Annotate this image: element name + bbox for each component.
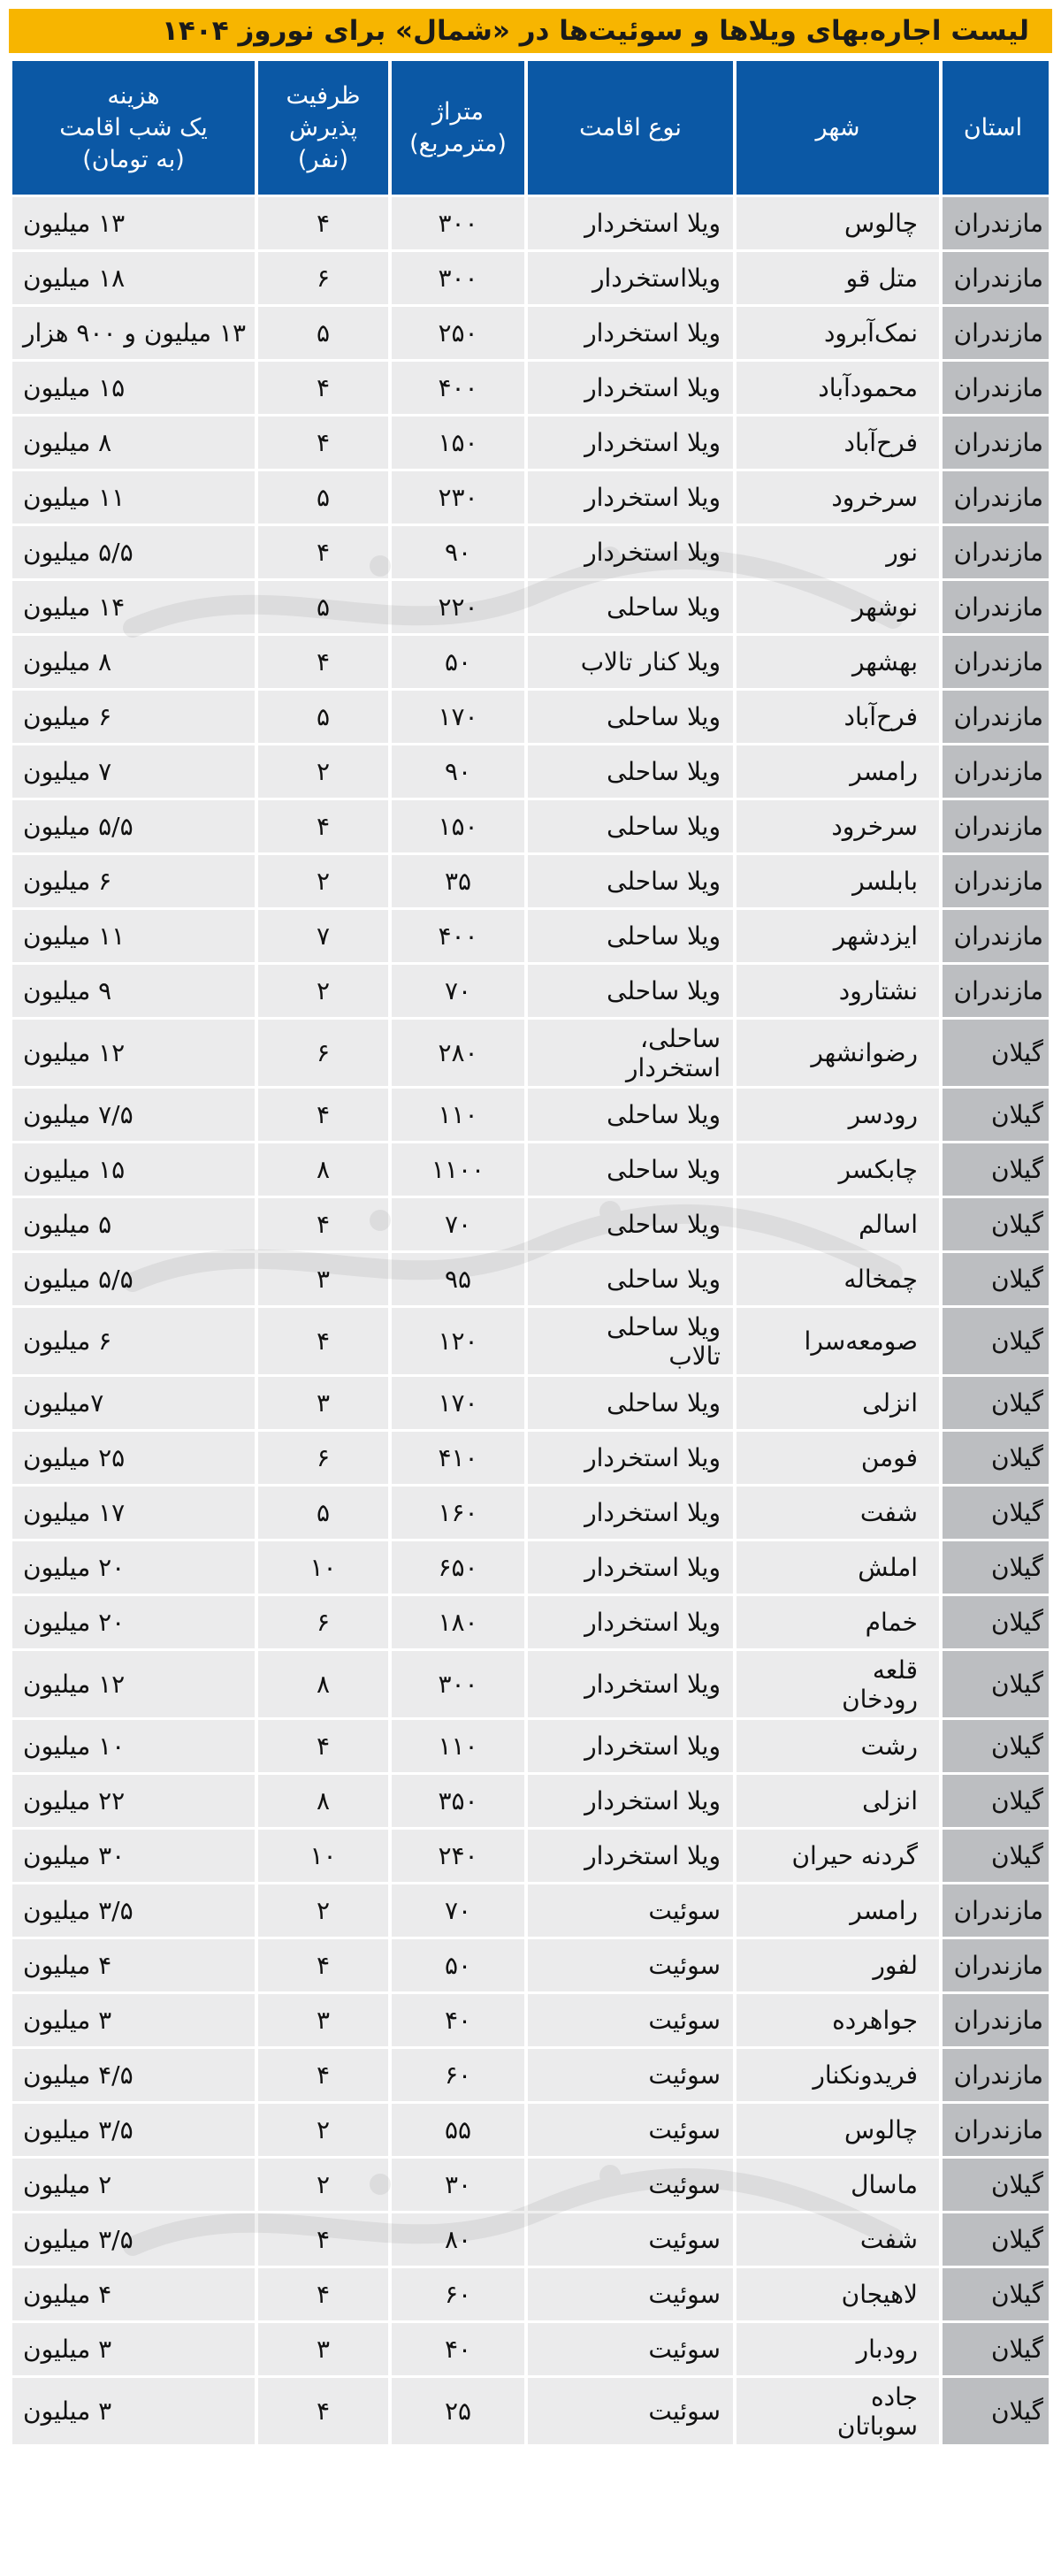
cell-cost: ۴ میلیون <box>12 1939 255 1991</box>
cell-area: ۹۰ <box>392 526 524 578</box>
table-row <box>12 2104 1049 2156</box>
cell-area: ۴۰۰ <box>392 910 524 962</box>
cell-city: نشتارود <box>737 965 939 1017</box>
cell-type: ویلا استخردار <box>528 1830 733 1882</box>
cell-area: ۵۰ <box>392 1939 524 1991</box>
cell-cost: ۸ میلیون <box>12 417 255 469</box>
table-row <box>12 1143 1049 1196</box>
cell-type: ویلا استخردار <box>528 1775 733 1827</box>
cell-area: ۴۱۰ <box>392 1432 524 1484</box>
cell-province: مازندران <box>943 800 1049 852</box>
cell-cost: ۹ میلیون <box>12 965 255 1017</box>
cell-capacity: ۲ <box>258 855 388 907</box>
cell-capacity: ۳ <box>258 1994 388 2046</box>
cell-area: ۴۰ <box>392 2323 524 2375</box>
cell-type: سوئیت <box>528 2213 733 2266</box>
cell-cost: ۶ میلیون <box>12 1308 255 1374</box>
cell-type: ویلا ساحلی <box>528 855 733 907</box>
cell-cost: ۱۵ میلیون <box>12 362 255 414</box>
table-row <box>12 2159 1049 2211</box>
cell-area: ۱۱۰ <box>392 1720 524 1772</box>
cell-cost: ۳/۵ میلیون <box>12 2213 255 2266</box>
cell-city: بهشهر <box>737 636 939 688</box>
cell-capacity: ۵ <box>258 471 388 524</box>
cell-city: ماسال <box>737 2159 939 2211</box>
cell-cost: ۴/۵ میلیون <box>12 2049 255 2101</box>
cell-area: ۵۵ <box>392 2104 524 2156</box>
table-row <box>12 1308 1049 1374</box>
cell-cost: ۸ میلیون <box>12 636 255 688</box>
cell-province: گیلان <box>943 1541 1049 1594</box>
cell-area: ۶۵۰ <box>392 1541 524 1594</box>
cell-capacity: ۴ <box>258 1939 388 1991</box>
page-title: لیست اجاره‌بهای ویلاها و سوئیت‌ها در «شمال» برای نوروز ۱۴۰۴ <box>9 9 1052 53</box>
cell-area: ۱۶۰ <box>392 1487 524 1539</box>
cell-area: ۱۸۰ <box>392 1596 524 1648</box>
cell-city: فرح‌آباد <box>737 691 939 743</box>
cell-type: ساحلی، استخردار <box>528 1020 733 1086</box>
table-row <box>12 1020 1049 1086</box>
cell-province: گیلان <box>943 2268 1049 2320</box>
cell-city: قلعه رودخان <box>737 1651 939 1717</box>
cell-province: مازندران <box>943 362 1049 414</box>
cell-type: ویلا ساحلی <box>528 1377 733 1429</box>
table-row <box>12 910 1049 962</box>
cell-capacity: ۲ <box>258 2159 388 2211</box>
cell-cost: ۳ میلیون <box>12 2323 255 2375</box>
cell-type: ویلا ساحلی <box>528 1143 733 1196</box>
cell-city: ایزدشهر <box>737 910 939 962</box>
table-row <box>12 1830 1049 1882</box>
cell-area: ۴۰ <box>392 1994 524 2046</box>
cell-cost: ۳ میلیون <box>12 2378 255 2444</box>
table-row <box>12 965 1049 1017</box>
cell-area: ۱۷۰ <box>392 1377 524 1429</box>
cell-city: رامسر <box>737 745 939 798</box>
cell-province: گیلان <box>943 1487 1049 1539</box>
cell-type: ویلا استخردار <box>528 362 733 414</box>
cell-city: رودبار <box>737 2323 939 2375</box>
cell-province: گیلان <box>943 1253 1049 1305</box>
table-row <box>12 1651 1049 1717</box>
cell-area: ۷۰ <box>392 1884 524 1937</box>
cell-cost: ۵/۵ میلیون <box>12 1253 255 1305</box>
header-province: استان <box>943 61 1049 195</box>
cell-area: ۵۰ <box>392 636 524 688</box>
cell-type: ویلا استخردار <box>528 1651 733 1717</box>
table-row <box>12 1089 1049 1141</box>
cell-city: نوشهر <box>737 581 939 633</box>
cell-city: اسالم <box>737 1198 939 1250</box>
table-row <box>12 581 1049 633</box>
cell-city: چالوس <box>737 197 939 249</box>
cell-area: ۲۳۰ <box>392 471 524 524</box>
cell-area: ۴۰۰ <box>392 362 524 414</box>
cell-type: ویلا ساحلی <box>528 1253 733 1305</box>
cell-type: سوئیت <box>528 1884 733 1937</box>
cell-cost: ۱۰ میلیون <box>12 1720 255 1772</box>
cell-cost: ۷میلیون <box>12 1377 255 1429</box>
cell-city: لاهیجان <box>737 2268 939 2320</box>
cell-city: متل قو <box>737 252 939 304</box>
cell-type: سوئیت <box>528 1939 733 1991</box>
cell-city: رودسر <box>737 1089 939 1141</box>
header-capacity: ظرفیت پذیرش (نفر) <box>258 61 388 195</box>
cell-cost: ۵/۵ میلیون <box>12 526 255 578</box>
cell-area: ۹۵ <box>392 1253 524 1305</box>
cell-capacity: ۱۰ <box>258 1830 388 1882</box>
cell-capacity: ۴ <box>258 197 388 249</box>
cell-area: ۲۸۰ <box>392 1020 524 1086</box>
cell-capacity: ۴ <box>258 526 388 578</box>
cell-area: ۸۰ <box>392 2213 524 2266</box>
cell-province: مازندران <box>943 691 1049 743</box>
header-type: نوع اقامت <box>528 61 733 195</box>
cell-capacity: ۶ <box>258 252 388 304</box>
cell-type: ویلا ساحلی <box>528 1198 733 1250</box>
cell-cost: ۱۱ میلیون <box>12 910 255 962</box>
cell-type: ویلا استخردار <box>528 471 733 524</box>
cell-capacity: ۵ <box>258 1487 388 1539</box>
cell-area: ۳۰۰ <box>392 1651 524 1717</box>
cell-cost: ۱۵ میلیون <box>12 1143 255 1196</box>
cell-province: گیلان <box>943 2323 1049 2375</box>
cell-capacity: ۵ <box>258 307 388 359</box>
cell-province: مازندران <box>943 1939 1049 1991</box>
cell-province: مازندران <box>943 855 1049 907</box>
cell-cost: ۲۵ میلیون <box>12 1432 255 1484</box>
cell-province: گیلان <box>943 1651 1049 1717</box>
table-row <box>12 800 1049 852</box>
cell-type: ویلا استخردار <box>528 197 733 249</box>
cell-area: ۹۰ <box>392 745 524 798</box>
cell-area: ۳۰۰ <box>392 197 524 249</box>
cell-city: صومعه‌سرا <box>737 1308 939 1374</box>
cell-capacity: ۳ <box>258 1253 388 1305</box>
cell-province: مازندران <box>943 745 1049 798</box>
cell-area: ۶۰ <box>392 2268 524 2320</box>
cell-cost: ۱۲ میلیون <box>12 1651 255 1717</box>
cell-capacity: ۴ <box>258 1198 388 1250</box>
cell-province: مازندران <box>943 1884 1049 1937</box>
cell-city: خمام <box>737 1596 939 1648</box>
cell-province: گیلان <box>943 1775 1049 1827</box>
cell-province: مازندران <box>943 2104 1049 2156</box>
cell-capacity: ۴ <box>258 362 388 414</box>
table-header <box>12 61 1049 195</box>
cell-city: لفور <box>737 1939 939 1991</box>
cell-city: گردنه حیران <box>737 1830 939 1882</box>
cell-type: ویلااستخردار <box>528 252 733 304</box>
cell-area: ۲۲۰ <box>392 581 524 633</box>
cell-capacity: ۳ <box>258 2323 388 2375</box>
cell-area: ۳۰۰ <box>392 252 524 304</box>
cell-capacity: ۸ <box>258 1775 388 1827</box>
cell-cost: ۶ میلیون <box>12 691 255 743</box>
cell-province: گیلان <box>943 1308 1049 1374</box>
cell-cost: ۱۳ میلیون و ۹۰۰ هزار <box>12 307 255 359</box>
cell-type: سوئیت <box>528 2049 733 2101</box>
cell-province: گیلان <box>943 1830 1049 1882</box>
table-row <box>12 1596 1049 1648</box>
cell-city: نور <box>737 526 939 578</box>
cell-province: مازندران <box>943 1994 1049 2046</box>
cell-province: مازندران <box>943 636 1049 688</box>
cell-cost: ۱۳ میلیون <box>12 197 255 249</box>
cell-capacity: ۴ <box>258 1308 388 1374</box>
header-row <box>12 61 1049 195</box>
cell-province: مازندران <box>943 2049 1049 2101</box>
cell-province: گیلان <box>943 2213 1049 2266</box>
table-row <box>12 2049 1049 2101</box>
table-row <box>12 1720 1049 1772</box>
cell-capacity: ۲ <box>258 745 388 798</box>
cell-city: رضوانشهر <box>737 1020 939 1086</box>
cell-capacity: ۴ <box>258 800 388 852</box>
cell-city: انزلی <box>737 1377 939 1429</box>
table-row <box>12 1939 1049 1991</box>
table-row <box>12 471 1049 524</box>
cell-capacity: ۴ <box>258 2049 388 2101</box>
table-row <box>12 1377 1049 1429</box>
cell-cost: ۲۰ میلیون <box>12 1596 255 1648</box>
cell-province: گیلان <box>943 1720 1049 1772</box>
table-row <box>12 1994 1049 2046</box>
cell-city: فریدونکنار <box>737 2049 939 2101</box>
table-row <box>12 1253 1049 1305</box>
cell-type: ویلا ساحلی <box>528 910 733 962</box>
cell-cost: ۱۷ میلیون <box>12 1487 255 1539</box>
cell-area: ۷۰ <box>392 1198 524 1250</box>
cell-city: رامسر <box>737 1884 939 1937</box>
cell-type: ویلا ساحلی تالاب <box>528 1308 733 1374</box>
cell-cost: ۲۰ میلیون <box>12 1541 255 1594</box>
cell-province: گیلان <box>943 1020 1049 1086</box>
cell-area: ۱۷۰ <box>392 691 524 743</box>
cell-type: ویلا استخردار <box>528 526 733 578</box>
table-row <box>12 1432 1049 1484</box>
cell-capacity: ۵ <box>258 691 388 743</box>
cell-type: ویلا ساحلی <box>528 581 733 633</box>
cell-province: گیلان <box>943 1198 1049 1250</box>
cell-cost: ۷/۵ میلیون <box>12 1089 255 1141</box>
cell-type: ویلا استخردار <box>528 1720 733 1772</box>
cell-cost: ۶ میلیون <box>12 855 255 907</box>
cell-province: مازندران <box>943 471 1049 524</box>
cell-cost: ۱۴ میلیون <box>12 581 255 633</box>
cell-area: ۱۱۰۰ <box>392 1143 524 1196</box>
header-area: متراژ (مترمربع) <box>392 61 524 195</box>
table-row <box>12 636 1049 688</box>
cell-province: مازندران <box>943 910 1049 962</box>
cell-capacity: ۲ <box>258 965 388 1017</box>
table-body <box>12 197 1049 2444</box>
cell-province: گیلان <box>943 2159 1049 2211</box>
cell-type: ویلا استخردار <box>528 1596 733 1648</box>
cell-capacity: ۶ <box>258 1020 388 1086</box>
cell-type: ویلا ساحلی <box>528 691 733 743</box>
table-row <box>12 362 1049 414</box>
table-row <box>12 417 1049 469</box>
table-row <box>12 2213 1049 2266</box>
cell-cost: ۵ میلیون <box>12 1198 255 1250</box>
table-row <box>12 855 1049 907</box>
cell-type: ویلا ساحلی <box>528 800 733 852</box>
cell-province: مازندران <box>943 965 1049 1017</box>
cell-type: سوئیت <box>528 1994 733 2046</box>
cell-type: ویلا استخردار <box>528 307 733 359</box>
cell-cost: ۳/۵ میلیون <box>12 2104 255 2156</box>
cell-area: ۱۲۰ <box>392 1308 524 1374</box>
cell-area: ۲۴۰ <box>392 1830 524 1882</box>
cell-city: چابکسر <box>737 1143 939 1196</box>
cell-capacity: ۴ <box>258 1089 388 1141</box>
header-cost: هزینه یک شب اقامت (به تومان) <box>12 61 255 195</box>
cell-cost: ۳/۵ میلیون <box>12 1884 255 1937</box>
cell-capacity: ۲ <box>258 2104 388 2156</box>
table-row <box>12 691 1049 743</box>
cell-city: شفت <box>737 2213 939 2266</box>
table-row <box>12 745 1049 798</box>
cell-province: گیلان <box>943 1432 1049 1484</box>
cell-type: ویلا کنار تالاب <box>528 636 733 688</box>
cell-area: ۳۵ <box>392 855 524 907</box>
header-city: شهر <box>737 61 939 195</box>
cell-cost: ۵/۵ میلیون <box>12 800 255 852</box>
cell-city: چالوس <box>737 2104 939 2156</box>
cell-province: گیلان <box>943 1143 1049 1196</box>
cell-capacity: ۴ <box>258 1720 388 1772</box>
cell-area: ۲۵ <box>392 2378 524 2444</box>
cell-city: شفت <box>737 1487 939 1539</box>
cell-city: چمخاله <box>737 1253 939 1305</box>
cell-capacity: ۲ <box>258 1884 388 1937</box>
cell-city: انزلی <box>737 1775 939 1827</box>
cell-capacity: ۸ <box>258 1143 388 1196</box>
table-row <box>12 526 1049 578</box>
cell-area: ۲۵۰ <box>392 307 524 359</box>
table-row <box>12 197 1049 249</box>
cell-cost: ۱۲ میلیون <box>12 1020 255 1086</box>
table-row <box>12 1198 1049 1250</box>
cell-city: بابلسر <box>737 855 939 907</box>
cell-city: فومن <box>737 1432 939 1484</box>
table-row <box>12 307 1049 359</box>
cell-type: ویلا استخردار <box>528 1487 733 1539</box>
cell-area: ۱۵۰ <box>392 417 524 469</box>
table-row <box>12 2323 1049 2375</box>
cell-cost: ۲ میلیون <box>12 2159 255 2211</box>
cell-area: ۳۰ <box>392 2159 524 2211</box>
table-row <box>12 252 1049 304</box>
cell-province: گیلان <box>943 2378 1049 2444</box>
cell-province: مازندران <box>943 252 1049 304</box>
cell-type: ویلا ساحلی <box>528 965 733 1017</box>
cell-capacity: ۶ <box>258 1432 388 1484</box>
cell-capacity: ۴ <box>258 636 388 688</box>
cell-area: ۳۵۰ <box>392 1775 524 1827</box>
cell-type: ویلا ساحلی <box>528 1089 733 1141</box>
cell-city: رشت <box>737 1720 939 1772</box>
cell-type: ویلا استخردار <box>528 1541 733 1594</box>
cell-province: گیلان <box>943 1089 1049 1141</box>
cell-cost: ۱۱ میلیون <box>12 471 255 524</box>
cell-area: ۱۵۰ <box>392 800 524 852</box>
cell-city: سرخرود <box>737 471 939 524</box>
cell-type: ویلا ساحلی <box>528 745 733 798</box>
cell-province: گیلان <box>943 1377 1049 1429</box>
cell-cost: ۲۲ میلیون <box>12 1775 255 1827</box>
table-row <box>12 1487 1049 1539</box>
cell-cost: ۳۰ میلیون <box>12 1830 255 1882</box>
cell-city: محمودآباد <box>737 362 939 414</box>
cell-capacity: ۴ <box>258 2213 388 2266</box>
cell-province: مازندران <box>943 526 1049 578</box>
cell-type: سوئیت <box>528 2378 733 2444</box>
cell-province: گیلان <box>943 1596 1049 1648</box>
cell-type: ویلا استخردار <box>528 1432 733 1484</box>
cell-cost: ۴ میلیون <box>12 2268 255 2320</box>
cell-province: مازندران <box>943 581 1049 633</box>
cell-type: ویلا استخردار <box>528 417 733 469</box>
cell-capacity: ۱۰ <box>258 1541 388 1594</box>
cell-area: ۶۰ <box>392 2049 524 2101</box>
table-row <box>12 1541 1049 1594</box>
cell-type: سوئیت <box>528 2323 733 2375</box>
cell-city: جواهرده <box>737 1994 939 2046</box>
cell-capacity: ۷ <box>258 910 388 962</box>
cell-city: املش <box>737 1541 939 1594</box>
cell-type: سوئیت <box>528 2268 733 2320</box>
cell-city: فرح‌آباد <box>737 417 939 469</box>
cell-province: مازندران <box>943 197 1049 249</box>
cell-capacity: ۳ <box>258 1377 388 1429</box>
cell-cost: ۷ میلیون <box>12 745 255 798</box>
cell-city: سرخرود <box>737 800 939 852</box>
cell-cost: ۳ میلیون <box>12 1994 255 2046</box>
cell-capacity: ۶ <box>258 1596 388 1648</box>
cell-cost: ۱۸ میلیون <box>12 252 255 304</box>
cell-city: نمک‌آبرود <box>737 307 939 359</box>
cell-capacity: ۴ <box>258 2268 388 2320</box>
cell-area: ۷۰ <box>392 965 524 1017</box>
rental-table <box>9 58 1052 2447</box>
cell-capacity: ۸ <box>258 1651 388 1717</box>
table-row <box>12 1884 1049 1937</box>
table-row <box>12 2268 1049 2320</box>
table-row <box>12 2378 1049 2444</box>
cell-capacity: ۴ <box>258 2378 388 2444</box>
table-row <box>12 1775 1049 1827</box>
cell-type: سوئیت <box>528 2104 733 2156</box>
cell-province: مازندران <box>943 307 1049 359</box>
cell-province: مازندران <box>943 417 1049 469</box>
cell-capacity: ۵ <box>258 581 388 633</box>
cell-city: جاده سوباتان <box>737 2378 939 2444</box>
cell-type: سوئیت <box>528 2159 733 2211</box>
cell-capacity: ۴ <box>258 417 388 469</box>
cell-area: ۱۱۰ <box>392 1089 524 1141</box>
